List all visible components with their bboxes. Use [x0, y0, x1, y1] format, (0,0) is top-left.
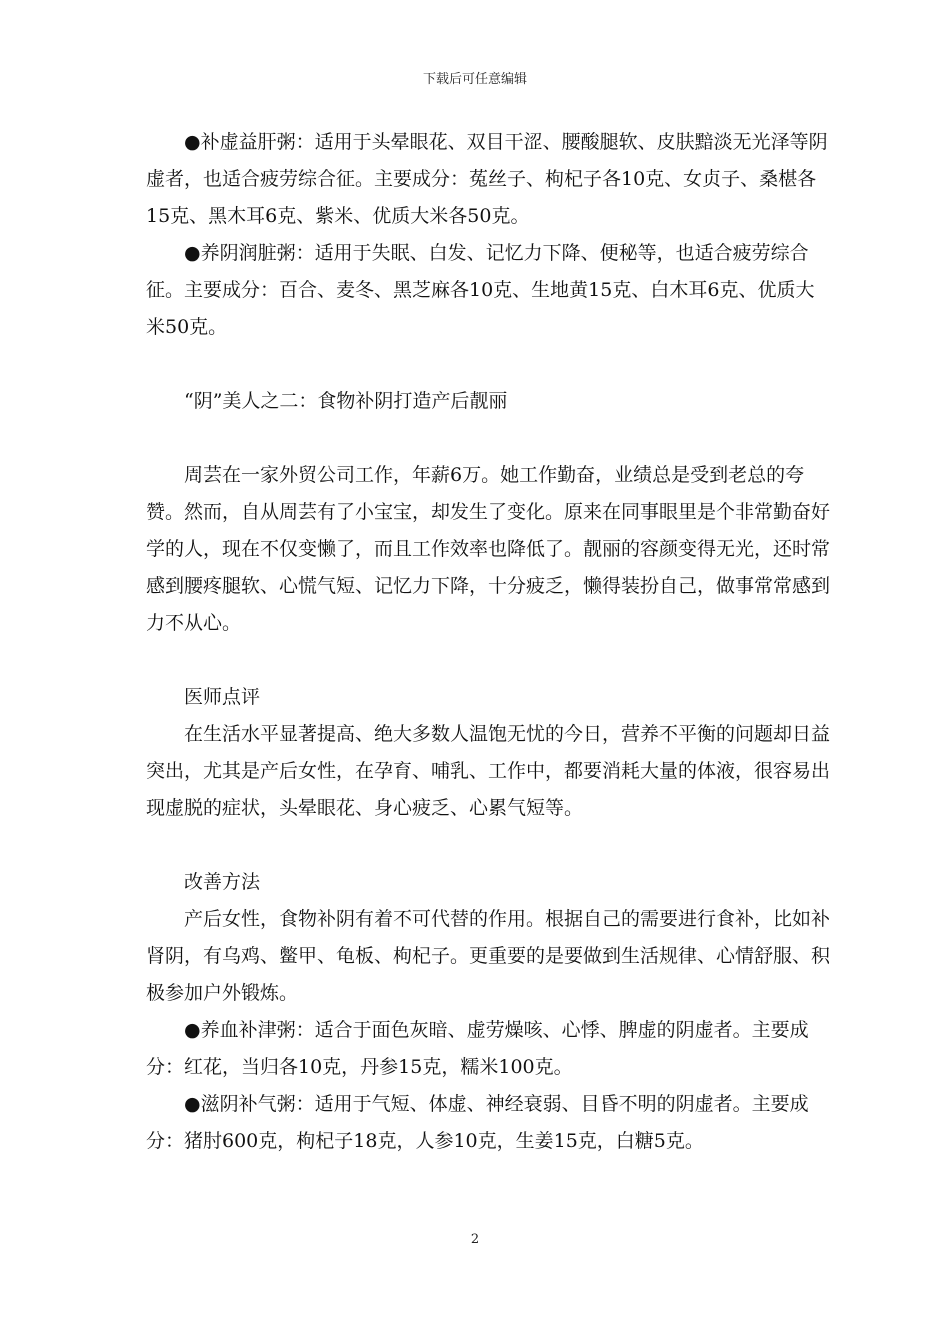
- paragraph-review: 在生活水平显著提高、绝大多数人温饱无忧的今日，营养不平衡的问题却日益突出，尤其是产后女性，在孕育、哺乳、工作中，都要消耗大量的体液，很容易出现虚脱的症状，头晕眼花、身心疲乏、心累气短等。: [146, 723, 831, 819]
- page-content: [146, 124, 832, 1160]
- heading-doctor-review: 医师点评: [184, 686, 261, 708]
- paragraph-yangxue-porridge: ●养血补津粥：适合于面色灰暗、虚劳燥咳、心悸、脾虚的阴虚者。主要成分：红花，当归各10克，丹参15克，糯米100克。: [146, 1019, 809, 1078]
- paragraph-ziyin-porridge: ●滋阴补气粥：适用于气短、体虚、神经衰弱、目昏不明的阴虚者。主要成分：猪肘600克，枸杞子18克，人参10克，生姜15克，白糖5克。: [146, 1093, 809, 1152]
- paragraph-method: 产后女性，食物补阴有着不可代替的作用。根据自己的需要进行食补，比如补肾阴，有乌鸡、鳖甲、龟板、枸杞子。更重要的是要做到生活规律、心情舒服、积极参加户外锻炼。: [146, 908, 831, 1004]
- paragraph-story: 周芸在一家外贸公司工作，年薪6万。她工作勤奋，业绩总是受到老总的夸赞。然而，自从周芸有了小宝宝，却发生了变化。原来在同事眼里是个非常勤奋好学的人，现在不仅变懒了，而且工作效率也降低了。靓丽的容颜变得无光，还时常感到腰疼腿软、心慌气短、记忆力下降，十分疲乏，懒得装扮自己，做事常常感到力不从心。: [146, 464, 831, 634]
- page-number: 2: [470, 1232, 480, 1247]
- heading-improvement-method: 改善方法: [184, 871, 261, 893]
- paragraph-yangyin-porridge: ●养阴润脏粥：适用于失眠、白发、记忆力下降、便秘等，也适合疲劳综合征。主要成分：百合、麦冬、黑芝麻各10克、生地黄15克、白木耳6克、优质大米50克。: [146, 242, 815, 338]
- page-header: 下载后可任意编辑: [422, 72, 527, 87]
- section-title: “阴”美人之二：食物补阴打造产后靓丽: [184, 390, 508, 412]
- paragraph-bugan-porridge: ●补虚益肝粥：适用于头晕眼花、双目干涩、腰酸腿软、皮肤黯淡无光泽等阴虚者，也适合疲劳综合征。主要成分：菟丝子、枸杞子各10克、女贞子、桑椹各15克、黑木耳6克、紫米、优质大米各50克。: [146, 131, 828, 227]
